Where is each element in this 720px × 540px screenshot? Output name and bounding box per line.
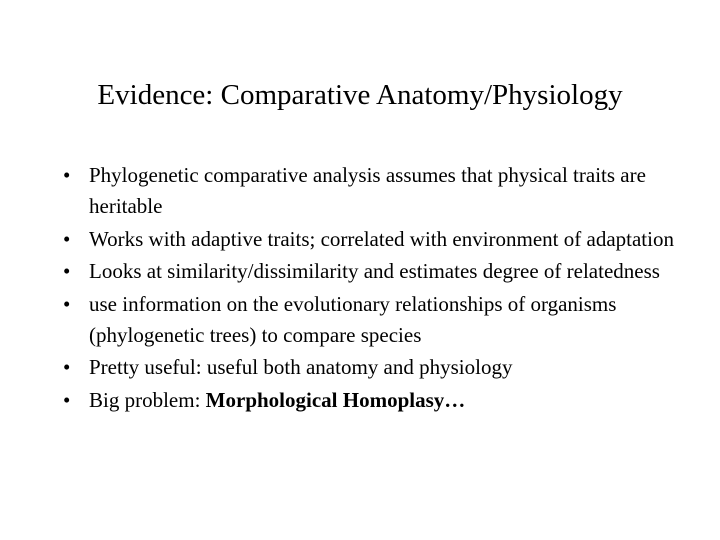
bullet-icon: •: [63, 291, 71, 316]
bullet-bold-text: Morphological Homoplasy…: [205, 387, 466, 412]
bullet-item: [63, 256, 703, 287]
slide-title: Evidence: Comparative Anatomy/Physiology: [97, 79, 623, 111]
bullet-list: [63, 160, 703, 417]
bullet-icon: •: [63, 355, 71, 379]
bullet-icon: •: [63, 226, 71, 251]
bullet-text: Phylogenetic comparative analysis assumes that physical traits are heritable: [89, 163, 646, 218]
bullet-text: Looks at similarity/dissimilarity and estimates degree of relatedness: [89, 259, 660, 283]
bullet-item: [63, 352, 703, 383]
bullet-item: [63, 224, 703, 255]
bullet-text: use information on the evolutionary relationships of organisms (phylogenetic trees) to compare species: [89, 291, 617, 347]
bullet-icon: •: [63, 259, 71, 283]
bullet-text: Works with adaptive traits; correlated with environment of adaptation: [89, 226, 674, 251]
bullet-item: [63, 160, 703, 222]
bullet-text: Big problem:: [89, 387, 206, 412]
bullet-item: [63, 385, 703, 416]
bullet-icon: •: [63, 387, 71, 412]
bullet-text: Pretty useful: useful both anatomy and physiology: [89, 355, 513, 379]
bullet-item: [63, 289, 703, 351]
bullet-icon: •: [63, 163, 71, 187]
